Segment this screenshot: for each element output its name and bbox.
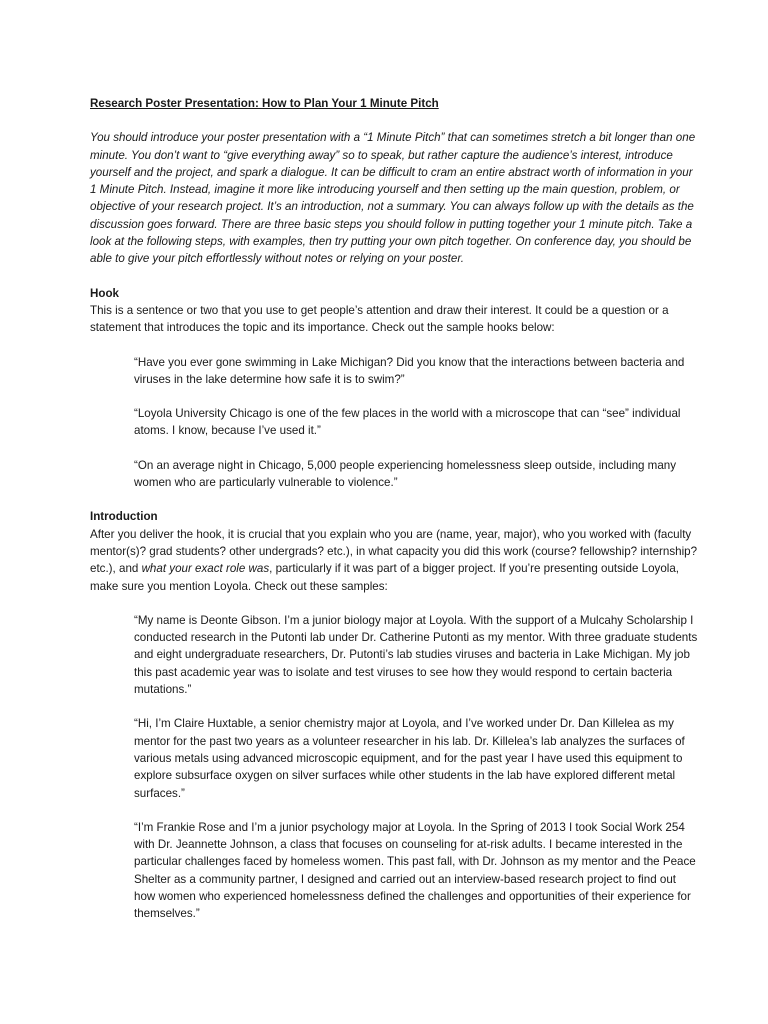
introduction-description-part2: , particularly if it was part of a bigger project. If you’re presenting outside Loyola, make sure you mention Loyola. Check out these samples: [90,562,680,593]
introduction-sample: “Hi, I’m Claire Huxtable, a senior chemistry major at Loyola, and I’ve worked under Dr. Dan Killelea as my mentor for the past two years as a volunteer researcher in his lab. Dr. Killelea’s lab analyzes the surfaces of various metals using advanced microscopic equipment, and for the past year I have used this equipment to explore subsurface oxygen on silver surfaces while other students in the lab have explored different metal surfaces.” [134,717,685,800]
hook-sample: “Have you ever gone swimming in Lake Michigan? Did you know that the interactions between bacteria and viruses in the lake determine how safe it is to swim?” [134,355,685,386]
introduction-sample: “I’m Frankie Rose and I’m a junior psychology major at Loyola. In the Spring of 2013 I took Social Work 254 with Dr. Jeannette Johnson, a class that focuses on counseling for at-risk adults. I became interested in the particular challenges faced by homeless women. This past fall, with Dr. Johnson as my mentor and the Peace Shelter as a community partner, I designed and carried out an interview-based research project to find out how women who experienced homelessness defined the challenges and opportunities of their experience for themselves.” [134,820,696,921]
introduction-description [90,526,698,595]
introduction-description-part1: After you deliver the hook, it is crucial that you explain who you are (name, year, major), who you worked with (faculty mentor(s)? grad students? other undergrads? etc.), in what capacity you did this work (course? fellowship? internship? etc.), and [90,527,698,576]
hook-heading: Hook [90,286,119,300]
hook-sample: “Loyola University Chicago is one of the few places in the world with a microscope that can “see” individual atoms. I know, because I’ve used it.” [134,407,681,438]
introduction-description-emphasis: what your exact role was [141,562,270,576]
introduction-heading: Introduction [90,510,158,524]
document-title: Research Poster Presentation: How to Plan Your 1 Minute Pitch [90,97,439,110]
introduction-sample: “My name is Deonte Gibson. I’m a junior biology major at Loyola. With the support of a Mulcahy Scholarship I conducted research in the Putonti lab under Dr. Catherine Putonti as my mentor. With three graduate students and eight undergraduate researchers, Dr. Putonti’s lab studies viruses and bacteria in Lake Michigan. My job this past academic year was to isolate and test viruses to see how they would respond to certain bacteria mutations.” [134,613,698,697]
hook-description: This is a sentence or two that you use to get people’s attention and draw their interest. It could be a question or a statement that introduces the topic and its importance. Check out the sample hooks below: [90,303,669,335]
hook-sample: “On an average night in Chicago, 5,000 people experiencing homelessness sleep outside, including many women who are particularly vulnerable to violence.” [134,458,677,490]
intro-paragraph: You should introduce your poster presentation with a “1 Minute Pitch” that can sometimes stretch a bit longer than one minute. You don’t want to “give everything away” so to speak, but rather capture the audience’s interest, introduce yourself and the project, and spark a dialogue. It can be difficult to cram an entire abstract worth of information in your 1 Minute Pitch. Instead, imagine it more like introducing yourself and then setting up the main question, problem, or objective of your research project. It’s an introduction, not a summary. You can always follow up with the details as the discussion goes forward. There are three basic steps you should follow in putting together your 1 minute pitch. Take a look at the following steps, with examples, then try putting your own pitch together. On conference day, you should be able to give your pitch effortlessly without notes or relying on your poster. [90,131,696,266]
